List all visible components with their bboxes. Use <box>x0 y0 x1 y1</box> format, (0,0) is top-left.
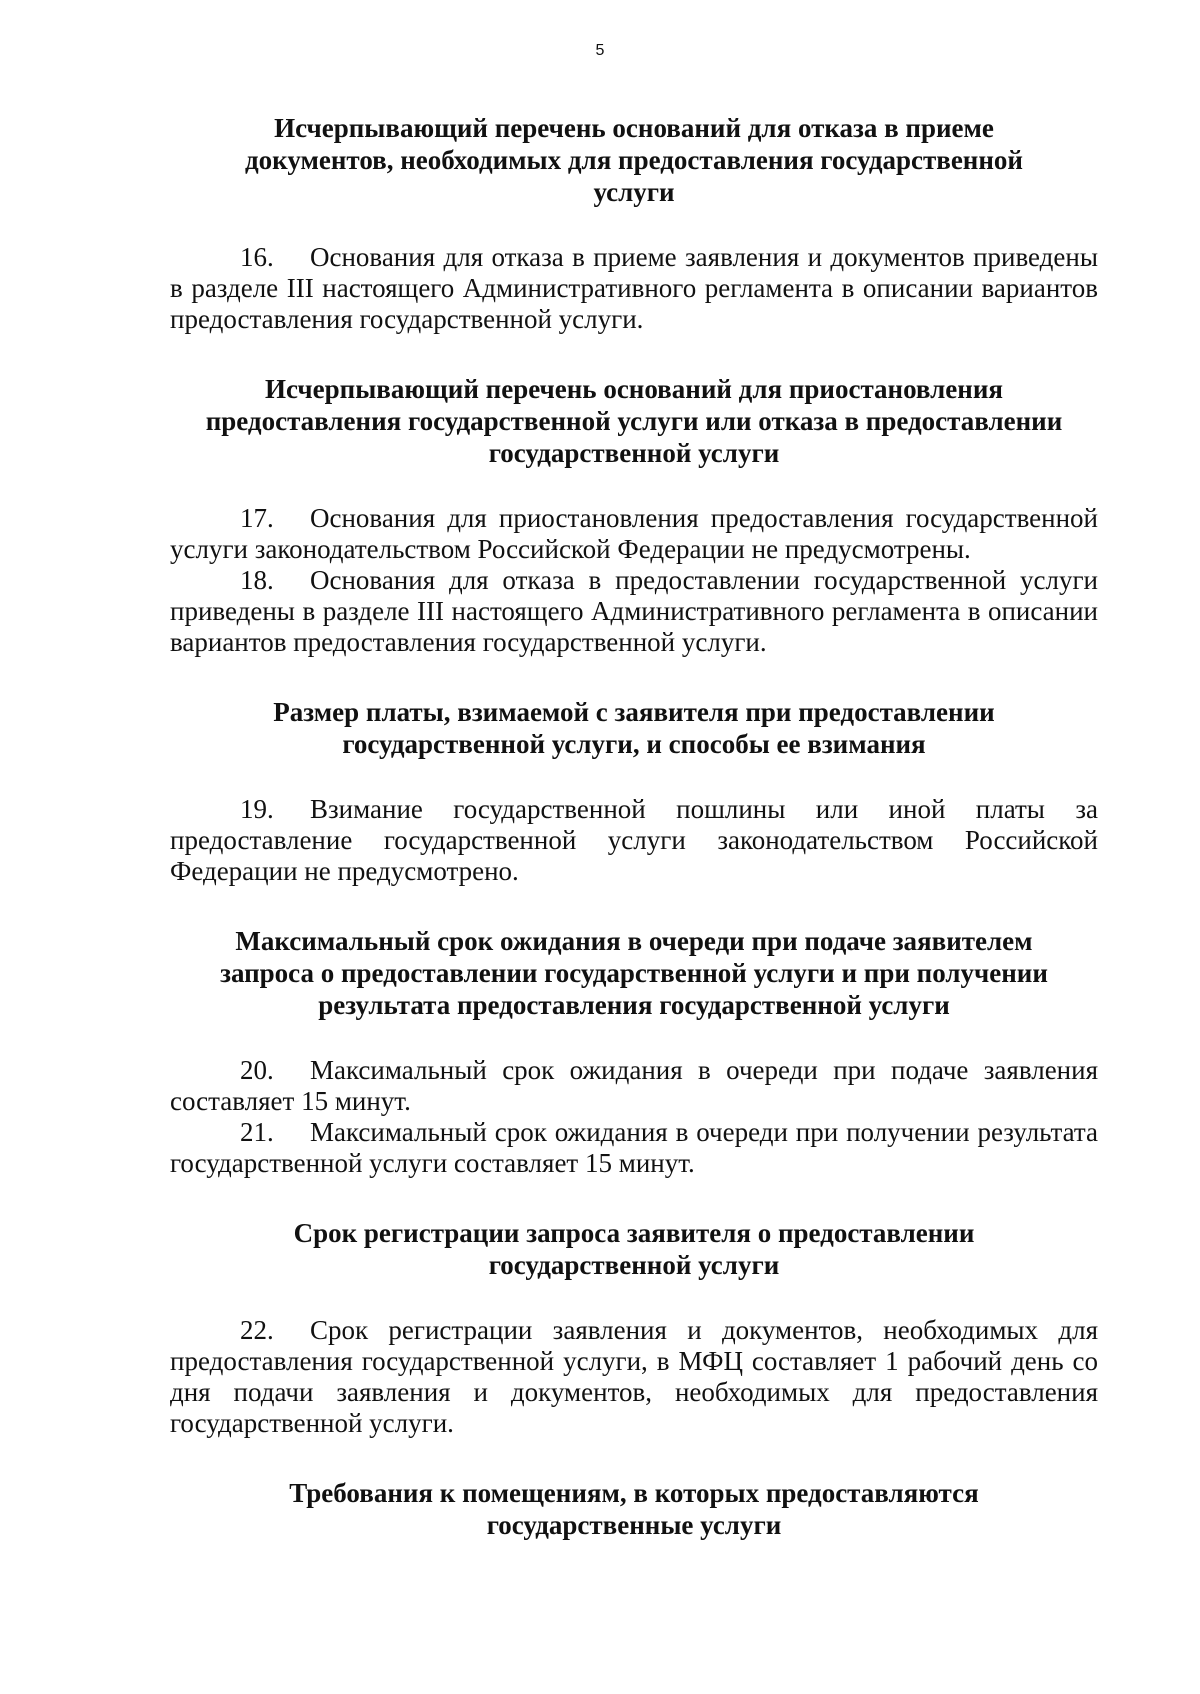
paragraph-16 <box>170 242 1098 335</box>
paragraph-20 <box>170 1055 1098 1117</box>
heading-line: документов, необходимых для предоставления государственной <box>245 145 1023 175</box>
heading-line: Требования к помещениям, в которых предоставляются <box>289 1478 979 1508</box>
heading-line: государственные услуги <box>486 1510 782 1540</box>
section-heading <box>170 925 1098 1021</box>
paragraph-21 <box>170 1117 1098 1179</box>
heading-line: Размер платы, взимаемой с заявителя при предоставлении <box>273 697 995 727</box>
paragraph-text: Максимальный срок ожидания в очереди при получении результата государственной услуги составляет 15 минут. <box>170 1117 1098 1178</box>
heading-line: запроса о предоставлении государственной услуги и при получении <box>220 958 1048 988</box>
section-heading <box>170 373 1098 469</box>
paragraph-22 <box>170 1315 1098 1439</box>
section-heading <box>170 696 1098 760</box>
section-suspension-refusal <box>170 373 1098 658</box>
heading-line: Исчерпывающий перечень оснований для отказа в приеме <box>274 113 994 143</box>
heading-line: услуги <box>593 177 675 207</box>
section-heading <box>170 1217 1098 1281</box>
paragraph-number: 20. <box>240 1055 274 1085</box>
heading-line: государственной услуги, и способы ее взимания <box>342 729 926 759</box>
paragraph-text: Максимальный срок ожидания в очереди при подаче заявления составляет 15 минут. <box>170 1055 1098 1116</box>
paragraph-number: 19. <box>240 794 274 824</box>
section-heading <box>170 112 1098 208</box>
section-heading <box>170 1477 1098 1541</box>
paragraph-number: 17. <box>240 503 274 533</box>
paragraph-19 <box>170 794 1098 887</box>
heading-line: Срок регистрации запроса заявителя о предоставлении <box>293 1218 975 1248</box>
paragraph-number: 16. <box>240 242 274 272</box>
heading-line: предоставления государственной услуги или отказа в предоставлении <box>205 406 1063 436</box>
section-premises-requirements <box>170 1477 1098 1541</box>
paragraph-text: Взимание государственной пошлины или иной платы за предоставление государственной услуги законодательством Российской Федерации не предусмотрено. <box>170 794 1098 886</box>
section-fee <box>170 696 1098 887</box>
section-queue-time <box>170 925 1098 1179</box>
paragraph-number: 18. <box>240 565 274 595</box>
paragraph-number: 21. <box>240 1117 274 1147</box>
paragraph-18 <box>170 565 1098 658</box>
paragraph-17 <box>170 503 1098 565</box>
heading-line: результата предоставления государственной услуги <box>318 990 950 1020</box>
section-registration-time <box>170 1217 1098 1439</box>
heading-line: государственной услуги <box>488 438 780 468</box>
paragraph-text: Срок регистрации заявления и документов, необходимых для предоставления государственной услуги, в МФЦ составляет 1 рабочий день со дня подачи заявления и документов, необходимых для предоставления государственной услуги. <box>170 1315 1098 1438</box>
document-body <box>170 112 1098 1541</box>
page-number: 5 <box>595 42 605 59</box>
heading-line: Максимальный срок ожидания в очереди при подаче заявителем <box>235 926 1033 956</box>
paragraph-text: Основания для отказа в приеме заявления и документов приведены в разделе III настоящего Административного регламента в описании вариантов предоставления государственной услуги. <box>170 242 1098 334</box>
paragraph-number: 22. <box>240 1315 274 1345</box>
heading-line: государственной услуги <box>488 1250 780 1280</box>
paragraph-text: Основания для приостановления предоставления государственной услуги законодательством Российской Федерации не предусмотрены. <box>170 503 1098 564</box>
section-refusal-acceptance <box>170 112 1098 335</box>
heading-line: Исчерпывающий перечень оснований для приостановления <box>264 374 1004 404</box>
paragraph-text: Основания для отказа в предоставлении государственной услуги приведены в разделе III настоящего Административного регламента в описании вариантов предоставления государственной услуги. <box>170 565 1098 657</box>
